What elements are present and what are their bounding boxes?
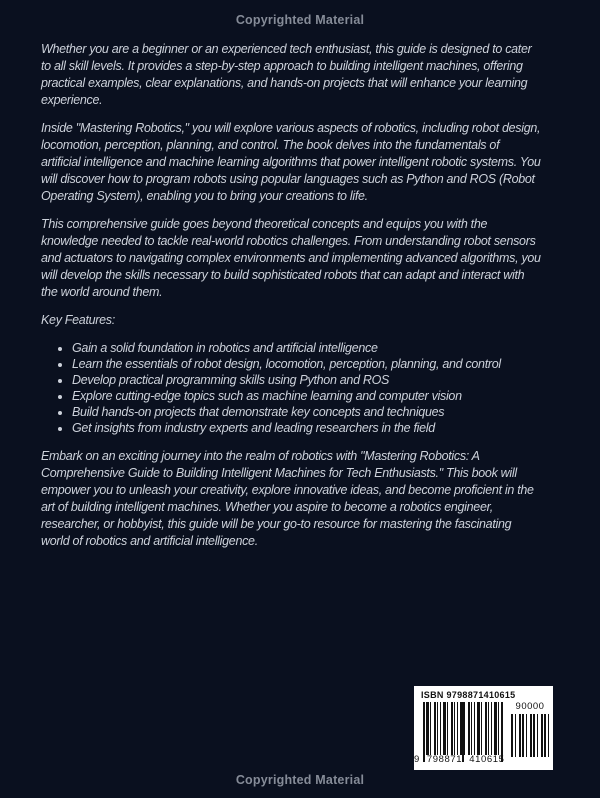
closing-paragraph: Embark on an exciting journey into the realm of robotics with "Mastering Robotics: A Comprehensive Guide to Building Intelligent Machines for Tech Enthusiasts." This book will empower you to unleash your creativity, explore innovative ideas, and become proficient in the art of building intelligent machines. Whether you aspire to become a robotics engineer, researcher, or hobbyist, this guide will be your go-to resource for mastering the fascinating world of robotics and artificial intelligence. bbox=[41, 449, 534, 548]
barcode-digits bbox=[414, 755, 505, 765]
list-item: • Gain a solid foundation in robotics and artificial intelligence bbox=[72, 340, 541, 356]
copyright-banner-top: Copyrighted Material bbox=[235, 13, 365, 27]
copyright-banner-bottom: Copyrighted Material bbox=[235, 773, 365, 787]
overview-paragraph: Inside "Mastering Robotics," you will explore various aspects of robotics, including robot design, locomotion, perception, planning, and control. The book delves into the fundamentals of artificial intelligence and machine learning algorithms that power intelligent robotic systems. You will discover how to program robots using popular languages such as Python and ROS (Robot Operating System), enabling you to bring your creations to life. bbox=[41, 121, 541, 203]
key-features-heading: Key Features: bbox=[41, 313, 115, 327]
barcode-digit-group-2: 410615 bbox=[469, 754, 505, 765]
list-item: • Learn the essentials of robot design, locomotion, perception, planning, and control bbox=[72, 356, 541, 372]
intro-paragraph: Whether you are a beginner or an experienced tech enthusiast, this guide is designed to cater to all skill levels. It provides a step-by-step approach to building intelligent machines, offering practical examples, clear explanations, and hands-on projects that will enhance your learning experience. bbox=[41, 42, 532, 107]
barcode-guard-middle bbox=[462, 702, 464, 762]
ean5-supplement bbox=[511, 702, 549, 757]
skills-paragraph: This comprehensive guide goes beyond theoretical concepts and equips you with the knowledge needed to tackle real-world robotics challenges. From understanding robot sensors and actuators to navigating complex environments and implementing advanced algorithms, you will develop the skills necessary to build sophisticated robots that can adapt and interact with the world around them. bbox=[41, 217, 541, 299]
list-item: • Get insights from industry experts and leading researchers in the field bbox=[72, 420, 541, 436]
list-item: • Explore cutting-edge topics such as machine learning and computer vision bbox=[72, 388, 541, 404]
ean13-barcode bbox=[414, 702, 505, 766]
barcode-guard-left bbox=[423, 702, 425, 762]
isbn-label: ISBN 9798871410615 bbox=[421, 690, 516, 700]
barcode-guard-right bbox=[501, 702, 503, 762]
barcode-digit-lead: 9 bbox=[414, 754, 420, 765]
key-features-list bbox=[41, 340, 541, 436]
barcode-row bbox=[414, 701, 553, 766]
list-item: • Develop practical programming skills using Python and ROS bbox=[72, 372, 541, 388]
list-item: • Build hands-on projects that demonstrate key concepts and techniques bbox=[72, 404, 541, 420]
barcode-block bbox=[414, 686, 553, 770]
supplement-bars bbox=[511, 714, 549, 757]
barcode-digit-group-1: 798871 bbox=[426, 754, 463, 765]
back-cover-text bbox=[41, 41, 541, 550]
price-code: 90000 bbox=[515, 701, 545, 712]
